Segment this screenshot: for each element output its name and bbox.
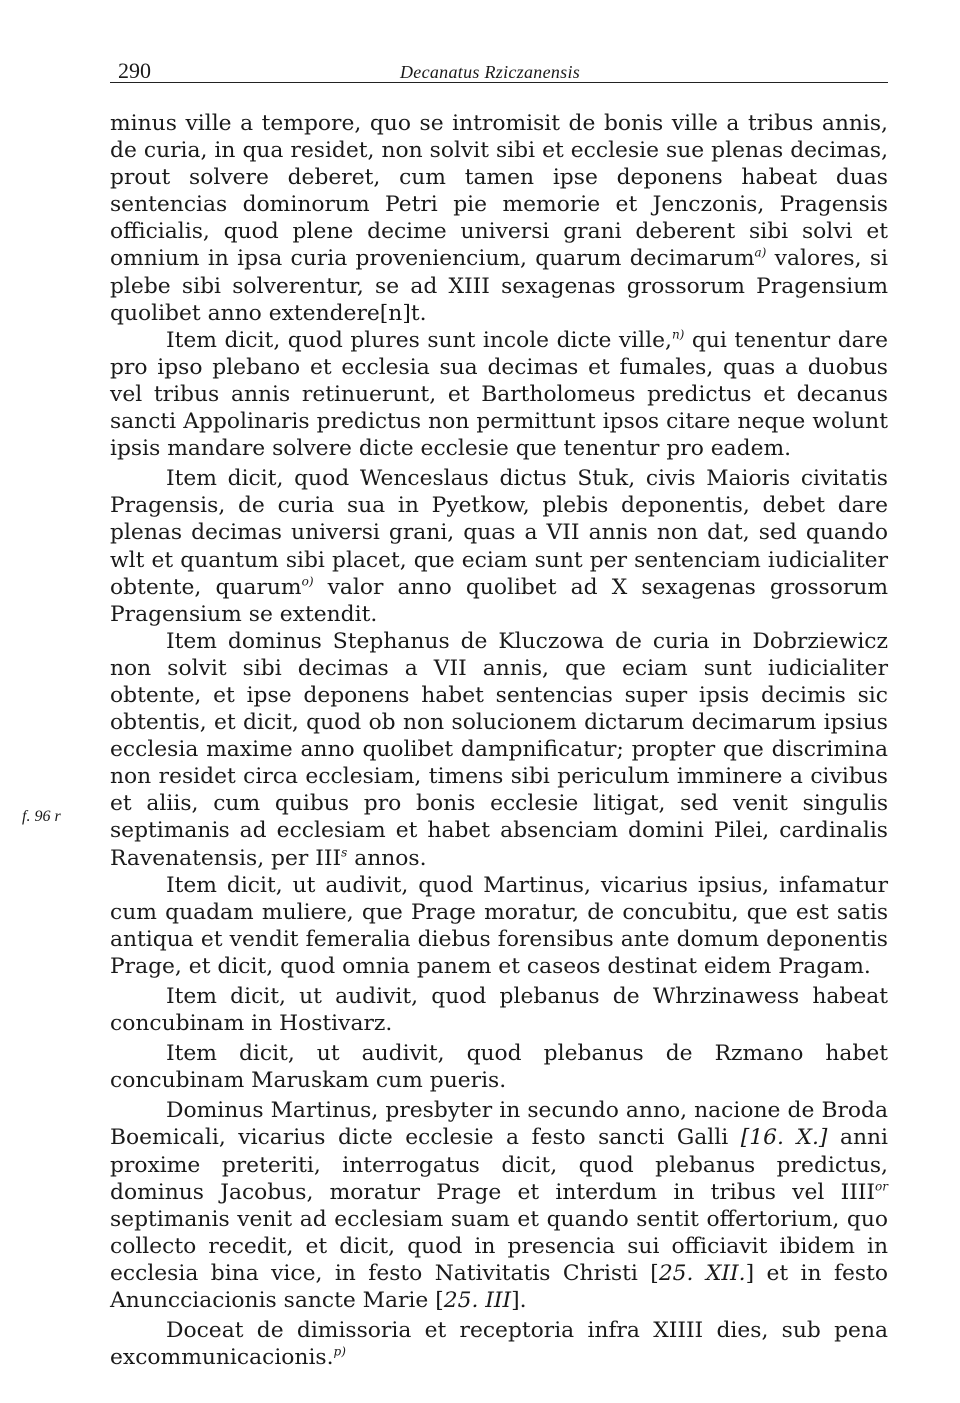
paragraph-text: ]. <box>511 1288 527 1314</box>
date-annotation: 25. III <box>443 1288 512 1314</box>
paragraph-text: septimanis venit ad ecclesiam suam et quando sentit offertorium, quo collecto recedit, et dicit, quod in presencia sui officiavit ibidem in ecclesia bina vice, in festo Nativitatis Christi [ <box>110 1206 888 1286</box>
paragraph-text: ] et in festo Anuncciacionis sancte Marie [ <box>110 1260 888 1314</box>
superscript: s <box>341 845 348 860</box>
paragraph-text: Doceat de dimissoria et receptoria infra XIIII dies, sub pena excommunicacionis. <box>110 1318 888 1371</box>
date-annotation: 25. XII. <box>658 1260 746 1286</box>
paragraph-6 <box>110 983 888 1037</box>
paragraph-1 <box>110 110 888 327</box>
paragraph-3 <box>110 465 888 628</box>
paragraph-8 <box>110 1097 888 1314</box>
paragraph-text: Item dicit, ut audivit, quod plebanus de Whrzinawess habeat concubinam in Hostivarz. <box>110 984 888 1037</box>
page-number: 290 <box>118 58 151 83</box>
paragraph-text: valor anno quolibet ad X sexagenas grossorum Pragensium se extendit. <box>110 574 888 627</box>
page-header <box>110 48 888 83</box>
footnote-marker: a) <box>754 246 767 261</box>
paragraph-text: annos. <box>347 845 427 871</box>
body-text <box>110 110 888 1371</box>
folio-margin-note: f. 96 r <box>22 808 61 825</box>
paragraph-text: anni proxime preteriti, interrogatus dicit, quod plebanus predictus, dominus Jacobus, moratur Prage et interdum in tribus vel IIII <box>110 1125 889 1205</box>
footnote-marker: p) <box>333 1344 346 1359</box>
paragraph-text: valores, si plebe sibi solverentur, se ad XIII sexagenas grossorum Pragensium quolibet anno extendere[n]t. <box>110 246 888 326</box>
paragraph-text: qui tenentur dare pro ipso plebano et ecclesia sua decimas et fumales, quas a duobus vel tribus annis retinuerunt, et Bartholomeus predictus et decanus sancti Appolinaris predictus non permittunt ipsos citare neque wolunt ipsis mandare solvere dicte ecclesie que tenentur pro eadem. <box>110 327 888 462</box>
paragraph-4 <box>110 628 888 872</box>
superscript: or <box>875 1179 888 1194</box>
paragraph-9 <box>110 1317 888 1371</box>
paragraph-7 <box>110 1040 888 1094</box>
date-annotation: [16. X.] <box>740 1125 828 1151</box>
footnote-marker: n) <box>671 327 685 342</box>
paragraph-text: minus ville a tempore, quo se intromisit de bonis ville a tribus annis, de curia, in qua residet, non solvit sibi et ecclesie sue plenas decimas, prout solvere deberet, cum tamen ipse deponens habeat duas sentencias dominorum Petri pie memorie et Jenczonis, Pragensis officialis, quod plene decime universi grani deberent sibi solvi et omnium in ipsa curia proveniencium, quarum decimarum <box>110 111 888 272</box>
paragraph-2 <box>110 327 888 462</box>
footnote-marker: o) <box>301 574 314 589</box>
paragraph-text: Item dicit, ut audivit, quod Martinus, vicarius ipsius, infamatur cum quadam muliere, que Prage moratur, de concubitu, que est satis antiqua et vendit femeralia diebus forensibus ante domum deponentis Prage, et dicit, quod omnia panem et caseos destinat eidem Pragam. <box>110 872 888 979</box>
running-title: Decanatus Rziczanensis <box>400 62 581 82</box>
paragraph-text: Dominus Martinus, presbyter in secundo anno, nacione de Broda Boemicali, vicarius dicte ecclesie a festo sancti Galli <box>110 1098 888 1151</box>
paragraph-text: Item dicit, ut audivit, quod plebanus de Rzmano habet concubinam Maruskam cum pueris. <box>110 1041 888 1094</box>
paragraph-5 <box>110 872 888 980</box>
paragraph-text: Item dicit, quod Wenceslaus dictus Stuk, civis Maioris civitatis Pragensis, de curia sua in Pyetkow, plebis deponentis, debet dare plenas decimas universi grani, quas a VII annis non dat, sed quando wlt et quantum sibi placet, que eciam sunt per sentenciam iudicialiter obtente, quarum <box>110 466 888 600</box>
paragraph-text: Item dicit, quod plures sunt incole dicte ville, <box>166 327 672 353</box>
paragraph-text: Item dominus Stephanus de Kluczowa de curia in Dobrziewicz non solvit sibi decimas a VII annis, que eciam sunt iudicialiter obtente, et ipse deponens habet sentencias super ipsis decimis sic obtentis, et dicit, quod ob non solucionem dictarum decimarum ipsius ecclesia maxime anno quolibet dampnificatur; propter que discrimina non residet circa ecclesiam, timens sibi periculum imminere a civibus et aliis, cum quibus pro bonis ecclesie litigat, sed venit singulis septimanis ad ecclesiam et habet absenciam domini Pilei, cardinalis Ravenatensis, per III <box>110 628 888 871</box>
